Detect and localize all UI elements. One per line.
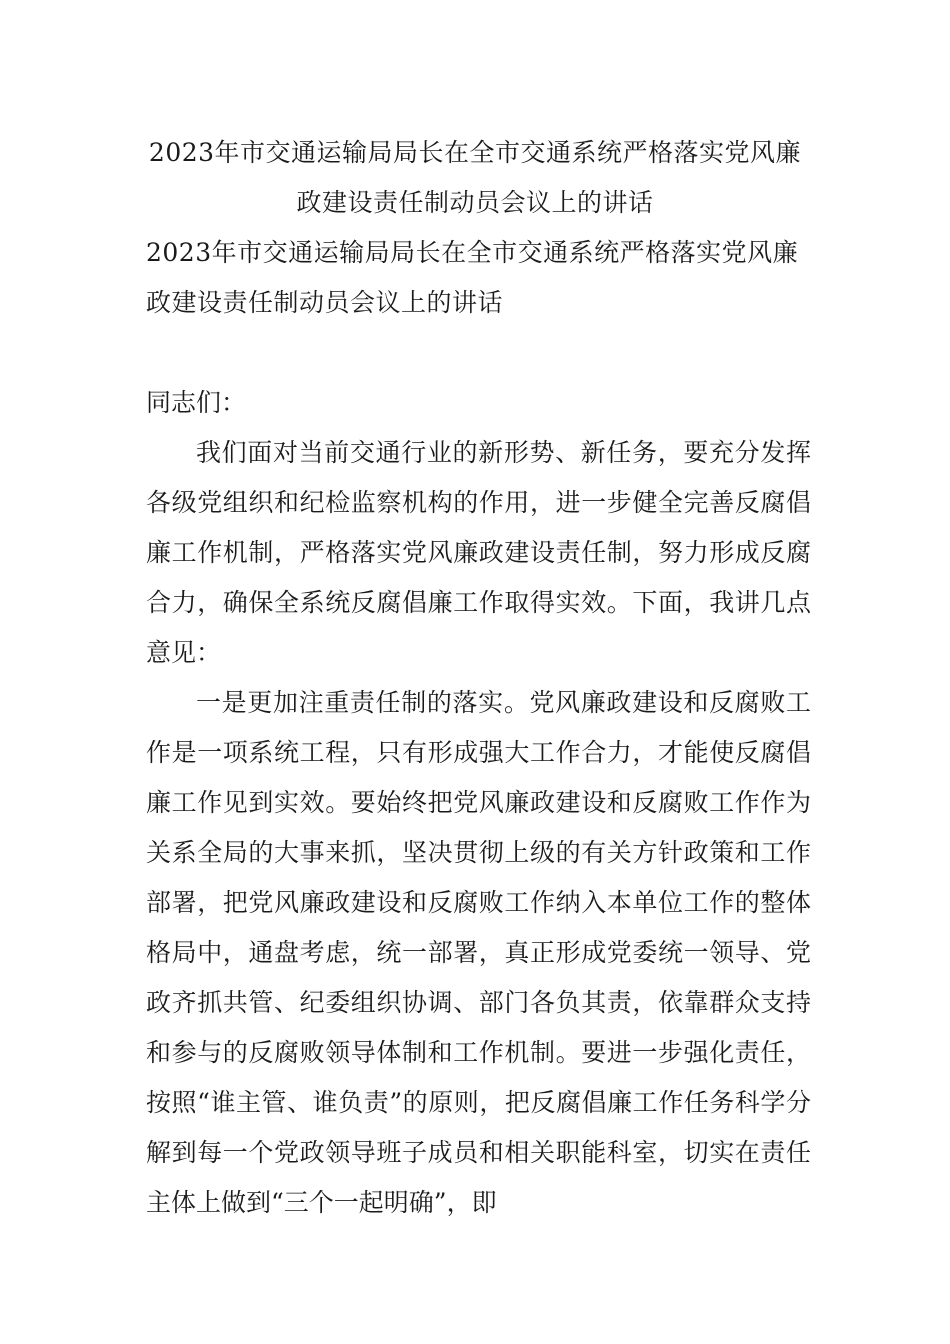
title-line-1: 2023年市交通运输局局长在全市交通系统严格落实党风廉 — [148, 138, 802, 167]
title-repeat-line-1: 2023年市交通运输局局长在全市交通系统严格落实党风廉 — [146, 238, 799, 267]
document-title — [100, 128, 850, 228]
paragraph-point-one: 一是更加注重责任制的落实。党风廉政建设和反腐败工作是一项系统工程，只有形成强大工作合力，才能使反腐倡廉工作见到实效。要始终把党风廉政建设和反腐败工作作为关系全局的大事来抓，坚决贯彻上级的有关方针政策和工作部署，把党风廉政建设和反腐败工作纳入本单位工作的整体格局中，通盘考虑，统一部署，真正形成党委统一领导、党政齐抓共管、纪委组织协调、部门各负其责，依靠群众支持和参与的反腐败领导体制和工作机制。要进一步强化责任，按照“谁主管、谁负责”的原则，把反腐倡廉工作任务科学分解到每一个党政领导班子成员和相关职能科室，切实在责任主体上做到“三个一起明确”，即 — [146, 688, 811, 1217]
body-text — [146, 428, 811, 1228]
document-title-repeat — [146, 228, 811, 328]
title-repeat-line-2: 政建设责任制动员会议上的讲话 — [146, 288, 504, 317]
paragraph-intro: 我们面对当前交通行业的新形势、新任务，要充分发挥各级党组织和纪检监察机构的作用，进一步健全完善反腐倡廉工作机制，严格落实党风廉政建设责任制，努力形成反腐合力，确保全系统反腐倡廉工作取得实效。下面，我讲几点意见： — [146, 438, 811, 667]
salutation: 同志们： — [146, 388, 247, 417]
title-line-2: 政建设责任制动员会议上的讲话 — [296, 188, 654, 217]
